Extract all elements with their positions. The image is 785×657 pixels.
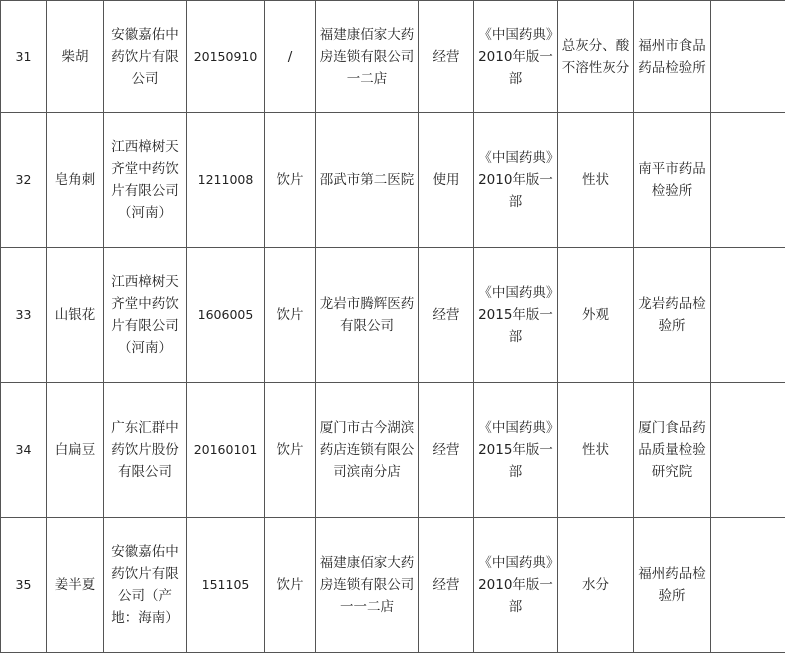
cell-standard: 《中国药典》2010年版一部	[474, 518, 558, 653]
cell-link: 经营	[419, 383, 474, 518]
cell-unit: 福建康佰家大药房连锁有限公司一二店	[316, 1, 419, 113]
cell-manufacturer: 安徽嘉佑中药饮片有限公司（产地：海南）	[104, 518, 187, 653]
cell-manufacturer: 广东汇群中药饮片股份有限公司	[104, 383, 187, 518]
cell-spec: 饮片	[265, 518, 316, 653]
cell-lab: 龙岩药品检验所	[634, 248, 711, 383]
cell-batch: 151105	[187, 518, 265, 653]
cell-manufacturer: 安徽嘉佑中药饮片有限公司	[104, 1, 187, 113]
cell-lab: 福州市食品药品检验所	[634, 1, 711, 113]
cell-manufacturer: 江西樟树天齐堂中药饮片有限公司（河南）	[104, 248, 187, 383]
cell-no: 32	[1, 113, 47, 248]
cell-link: 经营	[419, 1, 474, 113]
cell-name: 皂角刺	[47, 113, 104, 248]
cell-extra	[711, 248, 785, 383]
cell-no: 34	[1, 383, 47, 518]
cell-item: 性状	[558, 113, 634, 248]
cell-manufacturer: 江西樟树天齐堂中药饮片有限公司（河南）	[104, 113, 187, 248]
cell-standard: 《中国药典》2015年版一部	[474, 248, 558, 383]
cell-lab: 福州药品检验所	[634, 518, 711, 653]
cell-lab: 南平市药品检验所	[634, 113, 711, 248]
cell-name: 姜半夏	[47, 518, 104, 653]
cell-lab: 厦门食品药品质量检验研究院	[634, 383, 711, 518]
cell-unit: 邵武市第二医院	[316, 113, 419, 248]
cell-name: 柴胡	[47, 1, 104, 113]
cell-no: 31	[1, 1, 47, 113]
cell-extra	[711, 518, 785, 653]
cell-name: 白扁豆	[47, 383, 104, 518]
cell-no: 35	[1, 518, 47, 653]
cell-no: 33	[1, 248, 47, 383]
cell-batch: 1606005	[187, 248, 265, 383]
cell-unit: 厦门市古今湖滨药店连锁有限公司滨南分店	[316, 383, 419, 518]
cell-name: 山银花	[47, 248, 104, 383]
cell-spec: 饮片	[265, 248, 316, 383]
cell-standard: 《中国药典》2010年版一部	[474, 113, 558, 248]
cell-batch: 20150910	[187, 1, 265, 113]
cell-batch: 20160101	[187, 383, 265, 518]
table-row	[1, 113, 785, 248]
cell-standard: 《中国药典》2010年版一部	[474, 1, 558, 113]
cell-spec: 饮片	[265, 383, 316, 518]
cell-batch: 1211008	[187, 113, 265, 248]
cell-item: 性状	[558, 383, 634, 518]
cell-extra	[711, 1, 785, 113]
cell-link: 经营	[419, 248, 474, 383]
cell-spec: /	[265, 1, 316, 113]
cell-spec: 饮片	[265, 113, 316, 248]
cell-extra	[711, 113, 785, 248]
cell-item: 水分	[558, 518, 634, 653]
table-row	[1, 248, 785, 383]
cell-unit: 福建康佰家大药房连锁有限公司一一二店	[316, 518, 419, 653]
cell-link: 经营	[419, 518, 474, 653]
cell-item: 总灰分、酸不溶性灰分	[558, 1, 634, 113]
table-row	[1, 383, 785, 518]
cell-standard: 《中国药典》2015年版一部	[474, 383, 558, 518]
cell-link: 使用	[419, 113, 474, 248]
table-row	[1, 518, 785, 653]
cell-unit: 龙岩市腾辉医药有限公司	[316, 248, 419, 383]
table-row	[1, 1, 785, 113]
cell-extra	[711, 383, 785, 518]
cell-item: 外观	[558, 248, 634, 383]
